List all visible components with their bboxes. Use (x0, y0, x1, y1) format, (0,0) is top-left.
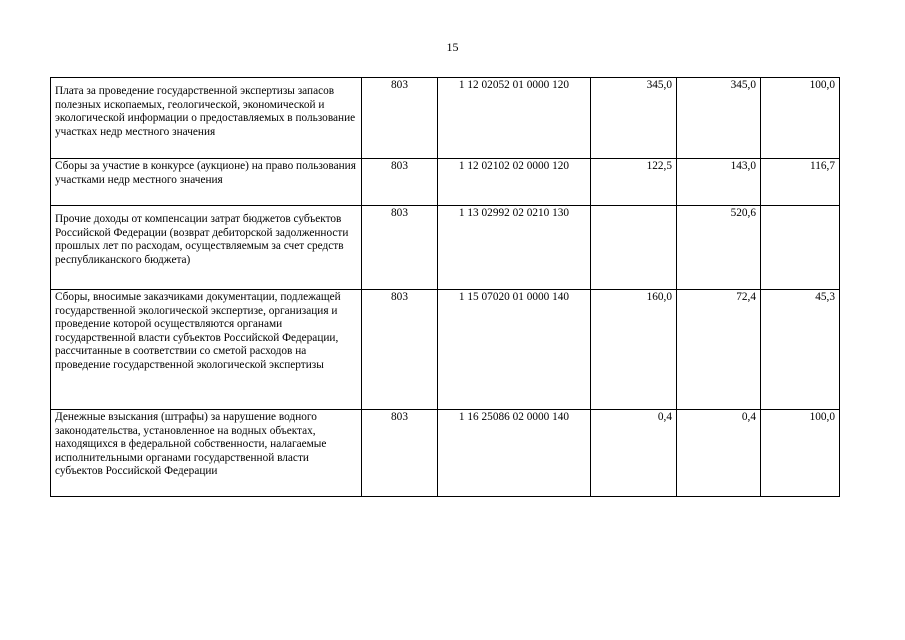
actual-value-cell: 345,0 (677, 78, 761, 159)
revenue-name-cell (51, 206, 362, 290)
budget-classification-code-cell: 1 15 07020 01 0000 140 (438, 290, 591, 410)
plan-value-cell (591, 206, 677, 290)
budget-classification-code-cell: 1 12 02102 02 0000 120 (438, 159, 591, 206)
table-row (51, 206, 840, 290)
budget-classification-code-cell: 1 16 25086 02 0000 140 (438, 410, 591, 497)
budget-classification-code-cell: 1 12 02052 01 0000 120 (438, 78, 591, 159)
revenue-name-cell: Сборы, вносимые заказчиками документации, подлежащей государственной экологической экспертизе, организация и проведение которой осуществляются органами государственной власти субъектов Российской Федерации, рассчитанные в соответствии со сметой расходов на проведение государственной экологической экспертизы (51, 290, 362, 410)
percent-value-cell (761, 206, 840, 290)
revenue-name-cell: Денежные взыскания (штрафы) за нарушение водного законодательства, установленное на водных объектах, находящихся в федеральной собственности, налагаемые исполнительными органами государственной власти субъектов Российской Федерации (51, 410, 362, 497)
admin-code-cell: 803 (362, 290, 438, 410)
admin-code-cell: 803 (362, 78, 438, 159)
percent-value-cell: 116,7 (761, 159, 840, 206)
admin-code-cell: 803 (362, 410, 438, 497)
table-row (51, 159, 840, 206)
page-number: 15 (446, 40, 459, 54)
revenue-name: Прочие доходы от компенсации затрат бюджетов субъектов Российской Федерации (возврат дебиторской задолженности прошлых лет по расходам, осуществляемым за счет средств республиканского бюджета) (55, 213, 349, 266)
percent-value-cell: 45,3 (761, 290, 840, 410)
table-row (51, 290, 840, 410)
table-row (51, 78, 840, 159)
revenue-name: Плата за проведение государственной экспертизы запасов полезных ископаемых, геологической, экономической и экологической информации о предоставляемых в пользование участках недр местного значения (55, 85, 356, 138)
actual-value-cell: 72,4 (677, 290, 761, 410)
percent-value-cell: 100,0 (761, 410, 840, 497)
revenue-table (50, 77, 840, 497)
table-row (51, 410, 840, 497)
actual-value-cell: 0,4 (677, 410, 761, 497)
actual-value-cell: 520,6 (677, 206, 761, 290)
plan-value-cell: 345,0 (591, 78, 677, 159)
actual-value-cell: 143,0 (677, 159, 761, 206)
admin-code-cell: 803 (362, 206, 438, 290)
budget-classification-code-cell: 1 13 02992 02 0210 130 (438, 206, 591, 290)
revenue-name-cell: Сборы за участие в конкурсе (аукционе) на право пользования участками недр местного значения (51, 159, 362, 206)
revenue-name-cell (51, 78, 362, 159)
plan-value-cell: 160,0 (591, 290, 677, 410)
admin-code-cell: 803 (362, 159, 438, 206)
plan-value-cell: 122,5 (591, 159, 677, 206)
plan-value-cell: 0,4 (591, 410, 677, 497)
percent-value-cell: 100,0 (761, 78, 840, 159)
